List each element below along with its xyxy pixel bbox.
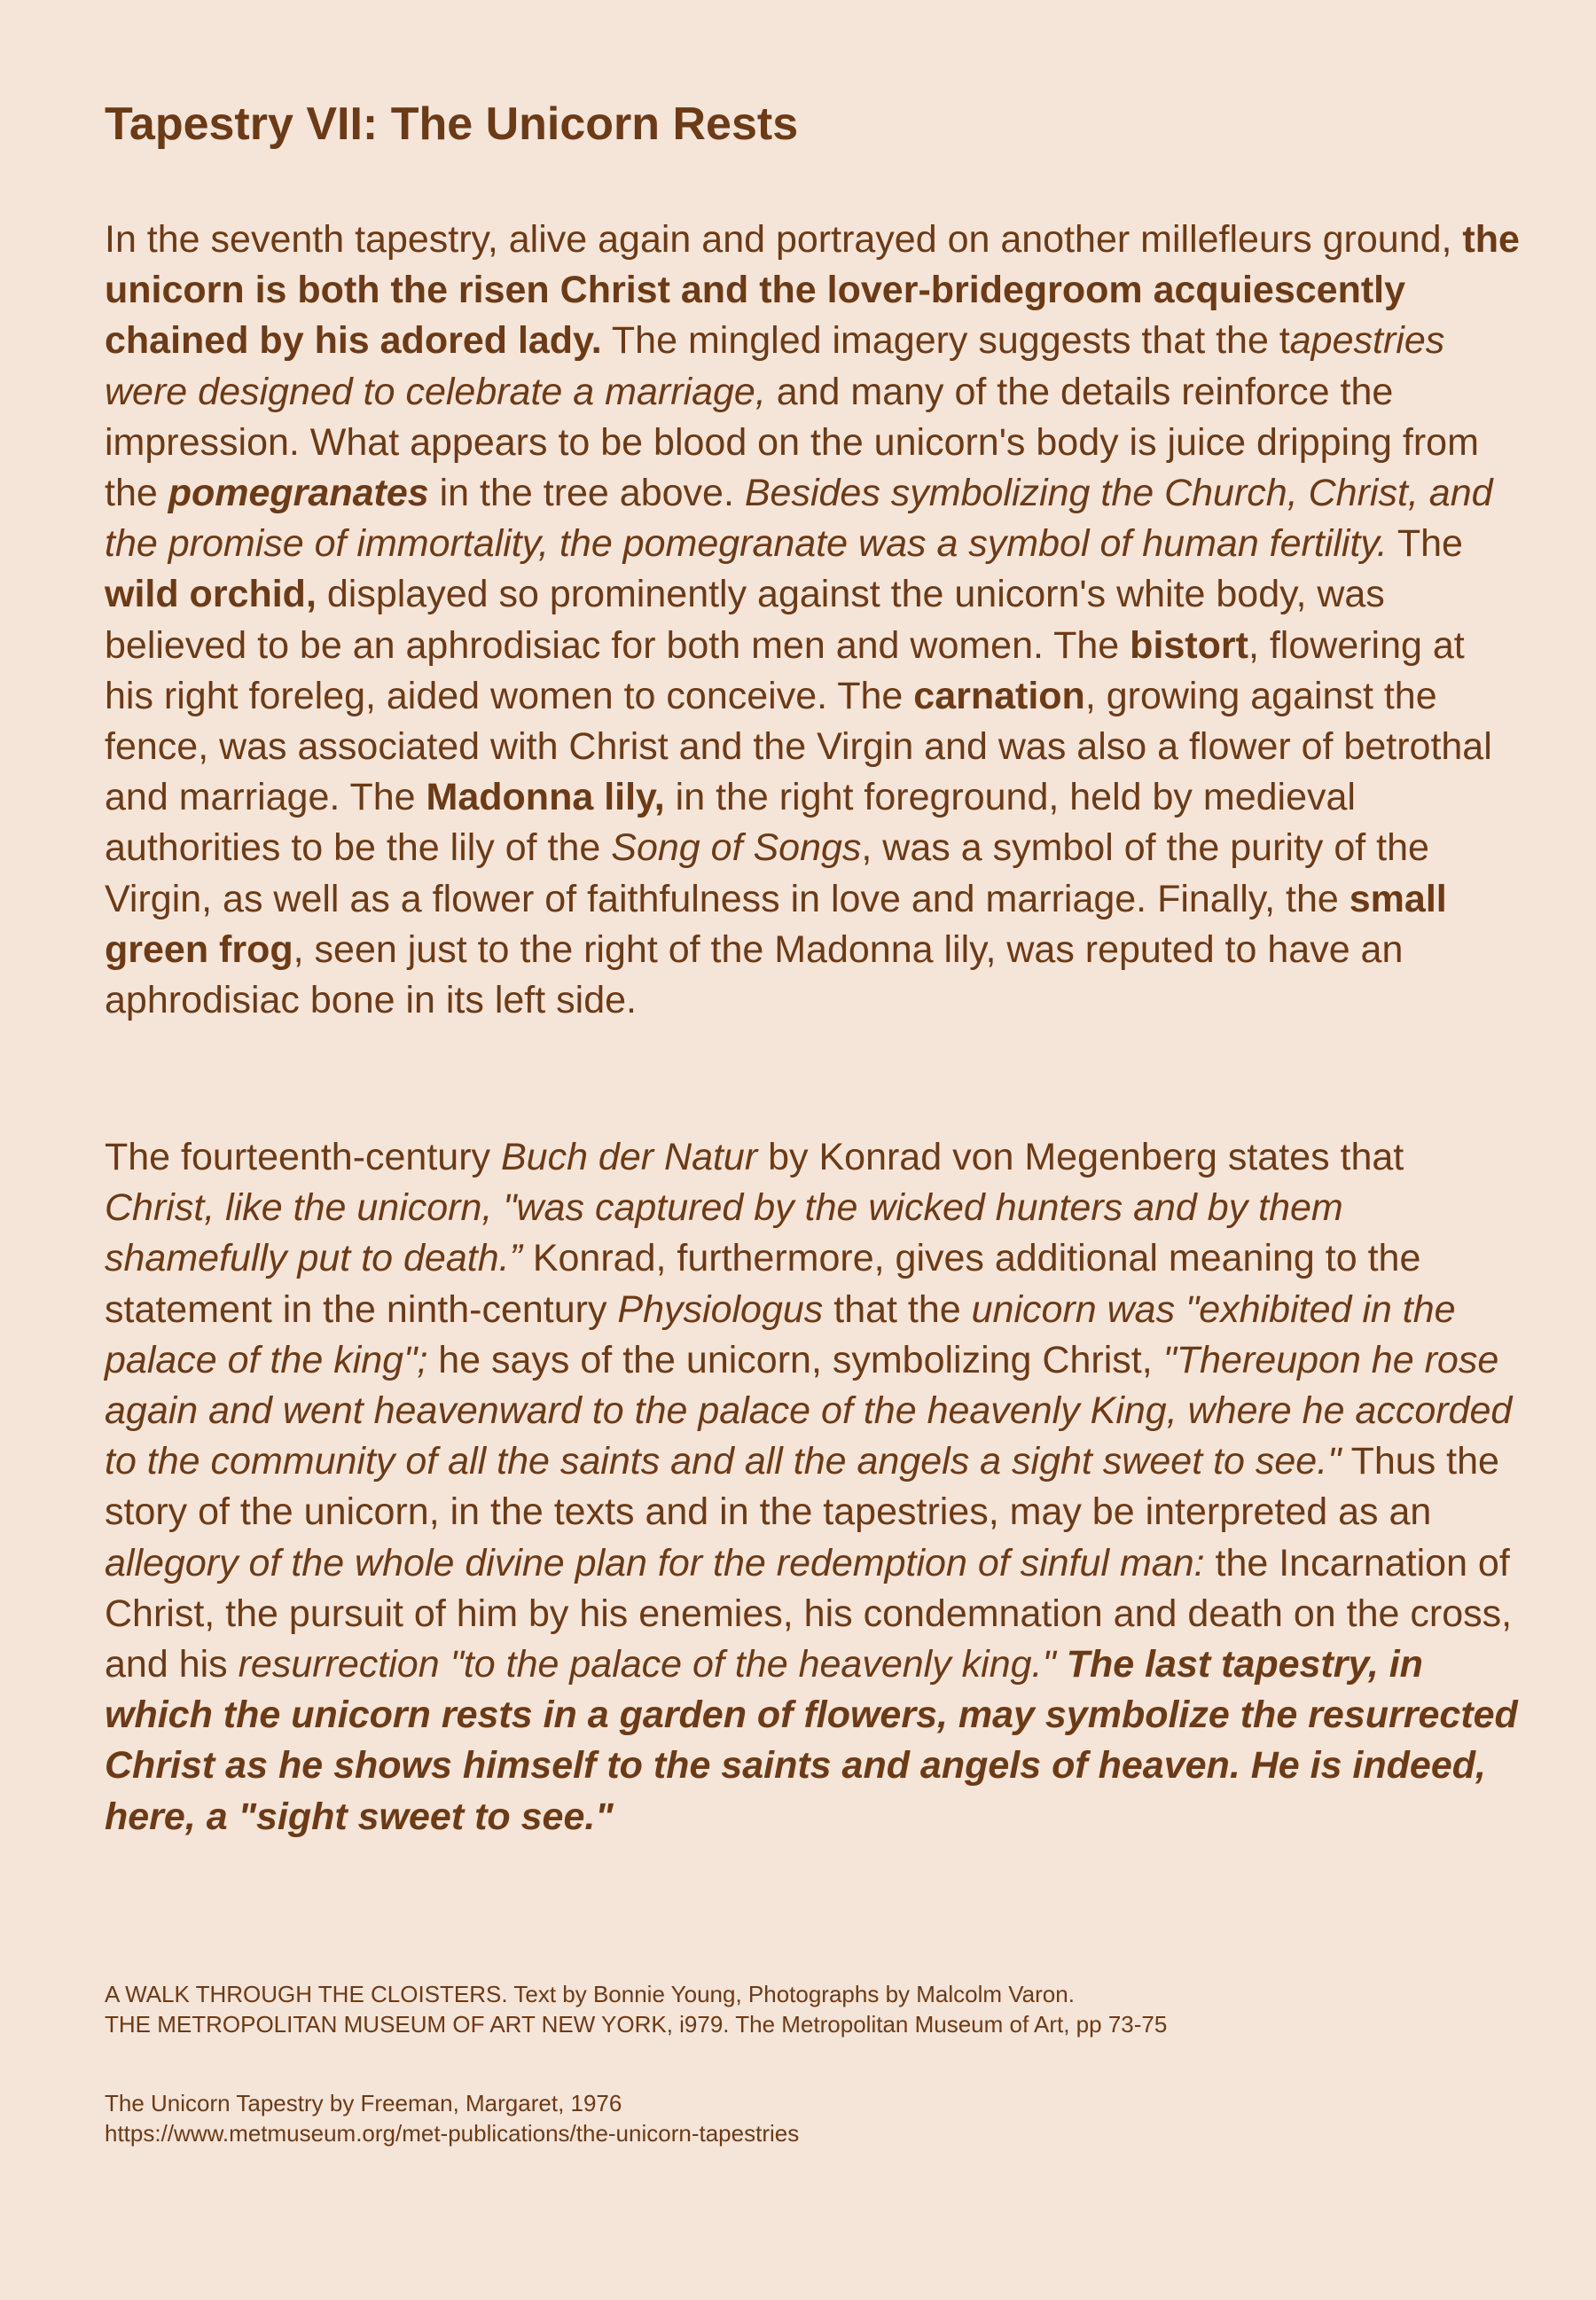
paragraph-seventh-tapestry (105, 215, 1523, 1026)
p2-italic-text: Buch der Natur (500, 1136, 758, 1178)
p1-text: in the tree above. (428, 472, 745, 515)
p2-text: Thus the story of the unicorn, in the texts and in the tapestries, may be interpreted as an (105, 1440, 1499, 1534)
p1-text: displayed so prominently against the unicorn's white body, was believed to be an aphrodisiac for both men and women. The (105, 573, 1385, 667)
citation-line: A WALK THROUGH THE CLOISTERS. Text by Bonnie Young, Photographs by Malcolm Varon. (105, 1981, 1075, 2007)
p1-italic-text: Song of Songs (611, 826, 862, 870)
p1-italic-text: apestries were designed to celebrate a marriage, (105, 319, 1445, 413)
p1-bold-text: the unicorn is both the risen Christ and the lover-bridegroom acquiescently chained by his adored lady. (105, 218, 1520, 363)
p1-bold-text: small green frog (105, 877, 1447, 971)
page-title: Tapestry VII: The Unicorn Rests (105, 98, 799, 150)
p2-italic-text: unicorn was "exhibited in the palace of the king"; (105, 1287, 1456, 1381)
p1-bold-italic-text: pomegranates (168, 472, 429, 515)
p1-text: In the seventh tapestry, alive again and portrayed on another millefleurs ground, (105, 218, 1463, 261)
p1-text: The (1387, 522, 1463, 566)
p2-text: Konrad, furthermore, gives additional meaning to the statement in the ninth-century (105, 1237, 1421, 1331)
citation-line: THE METROPOLITAN MUSEUM OF ART NEW YORK, i979. The Metropolitan Museum of Art, pp 73-75 (105, 2011, 1168, 2038)
p1-bold-text: Madonna lily, (426, 776, 665, 819)
p2-italic-text: Physiologus (617, 1287, 824, 1331)
p1-italic-text: Besides symbolizing the Church, Christ, and the promise of immortality, the pomegranate was a symbol of human fertility. (105, 472, 1493, 566)
p2-text (1056, 1643, 1067, 1686)
p2-italic-text: allegory of the whole divine plan for the redemption of sinful man: (105, 1541, 1205, 1584)
p1-text: in the right foreground, held by medieval authorities to be the lily of the (105, 776, 1356, 870)
p2-italic-text: Christ, like the unicorn, "was captured by the wicked hunters and by them shamefully put to death.” (105, 1186, 1343, 1280)
p1-text: , was a symbol of the purity of the Virgin, as well as a flower of faithfulness in love and marriage. Finally, the (105, 826, 1429, 920)
citation-walk-through-cloisters (105, 1979, 1523, 2039)
p2-text: The fourteenth-century (105, 1136, 501, 1178)
citation-line: The Unicorn Tapestry by Freeman, Margaret, 1976 (105, 2090, 622, 2116)
p2-italic-text: "Thereupon he rose again and went heavenward to the palace of the heavenly King, where he accorded to the community of all the saints and all the angels a sight sweet to see." (105, 1338, 1513, 1483)
citation-url: https://www.metmuseum.org/met-publications/the-unicorn-tapestries (105, 2120, 800, 2147)
p1-bold-text: wild orchid, (105, 573, 317, 616)
p1-text: , seen just to the right of the Madonna lily, was reputed to have an aphrodisiac bone in its left side. (105, 927, 1404, 1022)
p2-text: by Konrad von Megenberg states that (757, 1136, 1404, 1178)
p2-bold-italic-text: The last tapestry, in which the unicorn rests in a garden of flowers, may symbolize the resurrected Christ as he shows himself to the saints and angels of heaven. He is indeed, here, a "sight sweet to see." (105, 1643, 1518, 1838)
p1-text: , flowering at his right foreleg, aided women to conceive. The (105, 623, 1465, 717)
p1-text: , growing against the fence, was associated with Christ and the Virgin and was also a flower of betrothal and marriage. The (105, 674, 1492, 819)
p1-bold-text: carnation (913, 674, 1085, 717)
citation-unicorn-tapestry (105, 2088, 1523, 2148)
p1-bold-text: bistort (1130, 623, 1248, 667)
p2-text: the Incarnation of Christ, the pursuit of him by his enemies, his condemnation and death on the cross, and his (105, 1541, 1513, 1686)
p1-text: and many of the details reinforce the impression. What appears to be blood on the unicorn's body is juice dripping from the (105, 370, 1479, 515)
p1-text: The mingled imagery suggests that the t (601, 319, 1290, 363)
p2-text: he says of the unicorn, symbolizing Christ, (427, 1338, 1163, 1381)
p2-text: that the (823, 1287, 972, 1331)
paragraph-buch-der-natur (105, 1132, 1523, 1842)
p2-italic-text: resurrection "to the palace of the heavenly king." (238, 1643, 1056, 1686)
